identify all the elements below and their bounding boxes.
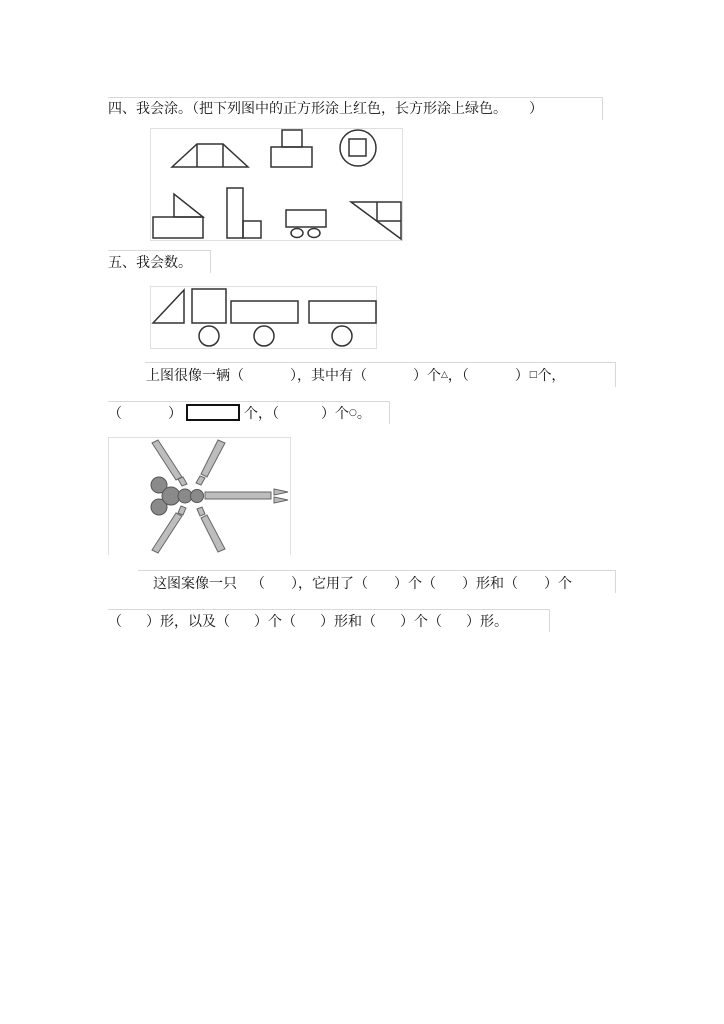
q2-line2-text-e: ）个（ — [400, 614, 442, 630]
train-figure — [150, 286, 378, 350]
q1-line1-text-b: ），其中有（ — [290, 368, 367, 384]
train-wheel-3 — [332, 326, 352, 346]
square-symbol: □ — [528, 370, 538, 380]
q1-line2-text-a: （ — [108, 406, 122, 422]
q1-line1 — [146, 366, 565, 385]
q1-line2-text-e: 。 — [356, 406, 371, 422]
wing-lower-right — [201, 515, 225, 552]
wing-upper-left — [152, 440, 182, 480]
q1-line2-text-c: 个，（ — [244, 406, 279, 422]
wing-upper-right-tip — [196, 476, 205, 485]
rectangle-symbol — [186, 404, 240, 421]
tail-triangle-2 — [274, 497, 288, 503]
wing-upper-left-tip — [178, 477, 187, 486]
train-wheel-1 — [199, 326, 219, 346]
section5-title: 五、我会数。 — [108, 255, 192, 271]
circle-symbol: ○ — [349, 408, 357, 418]
q2-line1-text-e: ）形和（ — [462, 576, 518, 592]
trapezoid-figure — [172, 144, 248, 167]
train-triangle — [153, 290, 184, 323]
wing-lower-left-tip — [178, 506, 186, 515]
train-square — [192, 289, 226, 323]
q1-line1-text-c: ）个 — [413, 368, 441, 384]
q1-line1-text-a: 上图很像一辆（ — [146, 368, 244, 384]
q2-line2-text-d: ）形和（ — [320, 614, 376, 630]
q2-line1-text-f: ）个 — [544, 576, 572, 592]
dragonfly-body-1 — [178, 489, 192, 503]
train-wheel-2 — [254, 326, 274, 346]
triangle-rect-figure — [153, 194, 203, 238]
dragonfly-figure — [108, 437, 291, 555]
q2-line1-text-d: ）个（ — [394, 576, 436, 592]
tail-triangle-1 — [274, 489, 288, 495]
q1-line1-text-d: ，（ — [447, 368, 469, 384]
q2-line1-text-c: ），它用了（ — [291, 576, 368, 592]
q1-line2-text-d: ）个 — [321, 406, 349, 422]
q2-line1-text-a: 这图案像一只 — [153, 576, 237, 592]
section4-title-text: 四、我会涂。（把下列图中的正方形涂上红色，长方形涂上绿色。 — [108, 101, 507, 117]
q2-line1-text-b: （ — [251, 576, 265, 592]
small-car-figure — [286, 210, 326, 238]
dragonfly-tail — [205, 492, 271, 499]
q2-line2-text-a: （ — [108, 614, 122, 630]
q1-line1-text-f: 个， — [537, 368, 566, 384]
q1-line1-text-e: ） — [514, 368, 529, 384]
section4-title — [108, 100, 543, 118]
shapes-coloring-figure — [150, 128, 404, 242]
wing-lower-left — [152, 513, 182, 553]
triangle-squares-figure — [351, 202, 401, 239]
q1-line2-text-b: ） — [168, 406, 182, 422]
q2-line2-text-f: ）形。 — [466, 614, 508, 630]
house-figure — [271, 130, 312, 167]
q2-line2-text-b: ）形，以及（ — [146, 614, 230, 630]
train-rectangle-2 — [309, 301, 376, 323]
q2-line2 — [108, 613, 508, 631]
circle-square-figure — [340, 130, 376, 166]
dragonfly-body-2 — [191, 490, 204, 503]
wing-lower-right-tip — [197, 507, 205, 516]
dragonfly-head — [162, 487, 180, 505]
section4-title-end: ） — [529, 101, 543, 117]
triangle-symbol: △ — [441, 370, 448, 380]
wing-upper-right — [201, 440, 225, 477]
q1-line2 — [108, 404, 371, 423]
q2-line1 — [153, 575, 572, 593]
q2-line2-text-c: ）个（ — [254, 614, 296, 630]
l-shape-figure — [227, 188, 261, 238]
train-rectangle-1 — [231, 301, 298, 323]
